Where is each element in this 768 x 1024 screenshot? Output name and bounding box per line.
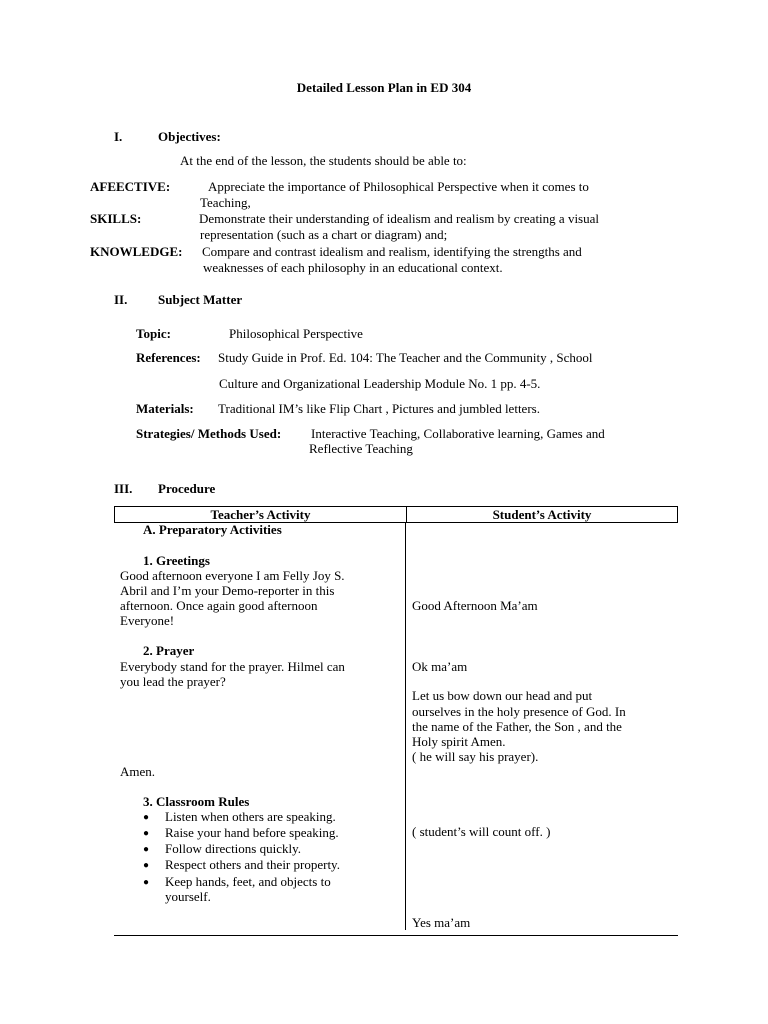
- classroom-rules-heading: 3. Classroom Rules: [143, 794, 250, 809]
- rule-item: Raise your hand before speaking.: [165, 825, 339, 840]
- rules-response: ( student’s will count off. ): [412, 824, 551, 839]
- subject-matter-heading: Subject Matter: [158, 292, 243, 307]
- references-label: References:: [136, 350, 201, 365]
- greetings-text-line: Good afternoon everyone I am Felly Joy S.: [120, 568, 345, 583]
- rule-item: Listen when others are speaking.: [165, 809, 336, 824]
- bullet-icon: ●: [143, 812, 150, 823]
- objectives-heading: Objectives:: [158, 129, 221, 144]
- strategies-line1: Interactive Teaching, Collaborative learning, Games and: [311, 426, 605, 441]
- bullet-icon: ●: [143, 844, 150, 855]
- objectives-numeral: I.: [114, 129, 123, 144]
- procedure-numeral: III.: [114, 481, 133, 496]
- prayer-response-line: the name of the Father, the Son , and the: [412, 719, 622, 734]
- teacher-activity-header: Teacher’s Activity: [115, 507, 407, 523]
- bullet-icon: ●: [143, 828, 150, 839]
- prayer-response-line: Let us bow down our head and put: [412, 688, 593, 703]
- prayer-heading: 2. Prayer: [143, 643, 195, 658]
- affective-label: AFEECTIVE:: [90, 179, 171, 194]
- greetings-response: Good Afternoon Ma’am: [412, 598, 538, 613]
- references-line1: Study Guide in Prof. Ed. 104: The Teacher and the Community , School: [218, 350, 593, 365]
- skills-text-line2: representation (such as a chart or diagram) and;: [200, 227, 448, 242]
- procedure-heading: Procedure: [158, 481, 216, 496]
- document-title: Detailed Lesson Plan in ED 304: [296, 80, 472, 95]
- greetings-text-line: Everyone!: [120, 613, 175, 628]
- rule-item: Keep hands, feet, and objects to: [165, 874, 331, 889]
- affective-text-line1: Appreciate the importance of Philosophical Perspective when it comes to: [208, 179, 589, 194]
- prayer-response-line: ( he will say his prayer).: [412, 749, 539, 764]
- affective-text-line2: Teaching,: [200, 195, 251, 210]
- strategies-label: Strategies/ Methods Used:: [136, 426, 282, 441]
- column-divider: [405, 522, 406, 930]
- knowledge-text-line2: weaknesses of each philosophy in an educational context.: [203, 260, 503, 275]
- table-bottom-line: [114, 935, 678, 936]
- greetings-text-line: afternoon. Once again good afternoon: [120, 598, 318, 613]
- bullet-icon: ●: [143, 860, 150, 871]
- subject-matter-numeral: II.: [114, 292, 128, 307]
- preparatory-activities-heading: A. Preparatory Activities: [143, 522, 282, 537]
- rule-item-continuation: yourself.: [165, 889, 211, 904]
- skills-label: SKILLS:: [90, 211, 142, 226]
- strategies-line2: Reflective Teaching: [309, 441, 413, 456]
- references-line2: Culture and Organizational Leadership Module No. 1 pp. 4-5.: [219, 376, 541, 391]
- prayer-response-line: Holy spirit Amen.: [412, 734, 506, 749]
- skills-text-line1: Demonstrate their understanding of idealism and realism by creating a visual: [199, 211, 599, 226]
- final-response: Yes ma’am: [412, 915, 471, 930]
- prayer-response-ok: Ok ma’am: [412, 659, 468, 674]
- topic-label: Topic:: [136, 326, 171, 341]
- greetings-text-line: Abril and I’m your Demo-reporter in this: [120, 583, 335, 598]
- bullet-icon: ●: [143, 877, 150, 888]
- greetings-heading: 1. Greetings: [143, 553, 210, 568]
- prayer-text-line: you lead the prayer?: [120, 674, 226, 689]
- knowledge-text-line1: Compare and contrast idealism and realism, identifying the strengths and: [202, 244, 582, 259]
- rule-item: Respect others and their property.: [165, 857, 340, 872]
- prayer-response-line: ourselves in the holy presence of God. In: [412, 704, 626, 719]
- knowledge-label: KNOWLEDGE:: [90, 244, 183, 259]
- prayer-text-line: Everybody stand for the prayer. Hilmel can: [120, 659, 345, 674]
- materials-value: Traditional IM’s like Flip Chart , Pictures and jumbled letters.: [218, 401, 540, 416]
- objectives-intro: At the end of the lesson, the students should be able to:: [180, 153, 467, 168]
- student-activity-header: Student’s Activity: [407, 507, 678, 523]
- rule-item: Follow directions quickly.: [165, 841, 302, 856]
- materials-label: Materials:: [136, 401, 194, 416]
- procedure-table: [114, 506, 678, 523]
- topic-value: Philosophical Perspective: [229, 326, 363, 341]
- amen-text: Amen.: [120, 764, 156, 779]
